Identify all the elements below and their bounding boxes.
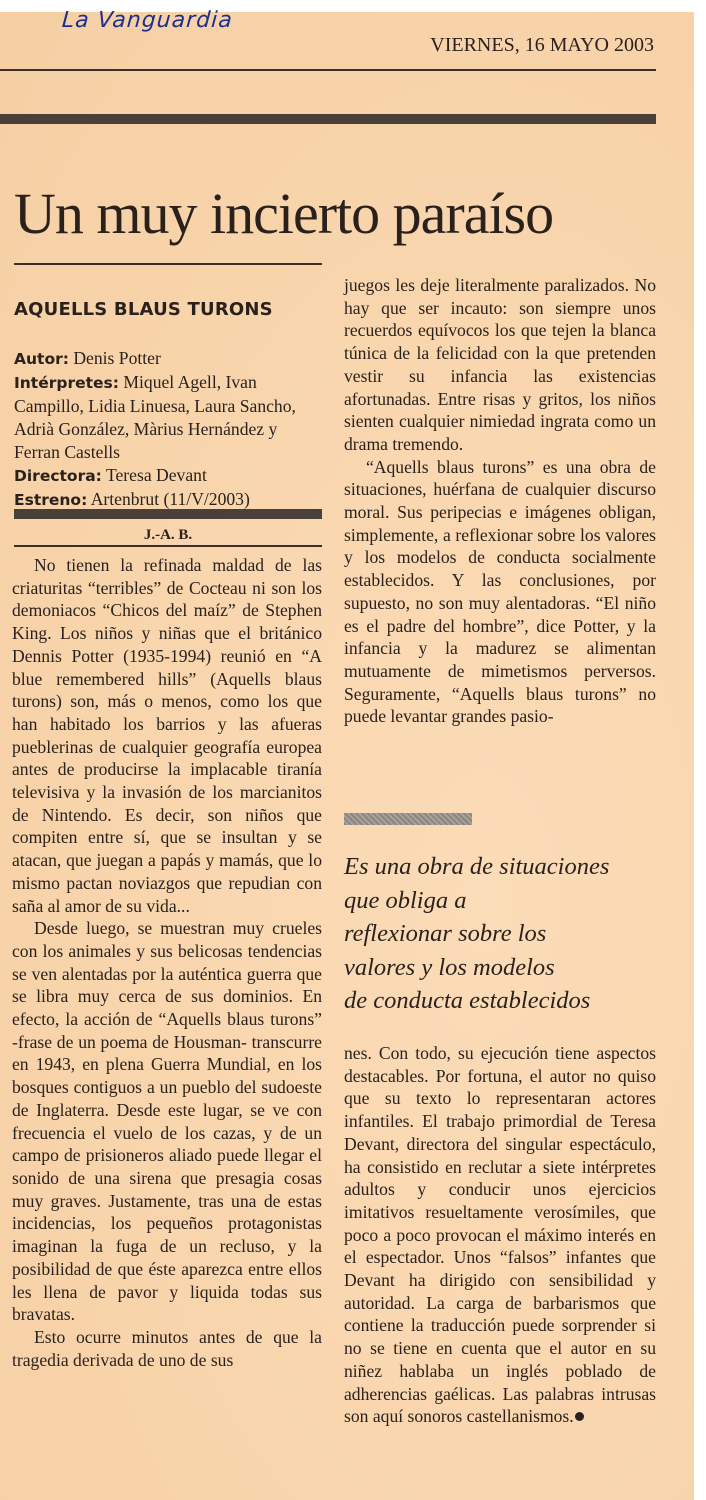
body-paragraph: Esto ocurre minutos antes de que la tragedia derivada de uno de sus xyxy=(12,1326,322,1370)
credit-value: Teresa Devant xyxy=(105,465,207,485)
body-paragraph xyxy=(344,1042,656,1428)
credit-value: Miquel Agell, Ivan Campillo, Lidia Linuesa, Laura Sancho, Adrià González, Màrius Hernández y Ferran Castells xyxy=(14,372,296,462)
credit-author xyxy=(14,347,326,371)
show-title: AQUELLS BLAUS TURONS xyxy=(14,299,273,320)
body-paragraph: Desde luego, se muestran muy crueles con los animales y sus belicosas tendencias se ven alentadas por la auténtica guerra que se libra muy cerca de sus dominios. En efecto, la acción de “Aquells blaus turons” -frase de un poema de Housman- transcurre en 1943, en plena Guerra Mundial, en los bosques contiguos a un pueblo del sudoeste de Inglaterra. Desde este lugar, se ve con frecuencia el vuelo de los cazas, y de un campo de prisioneros aliado puede llegar el sonido de una sirena que presagia cosas muy graves. Justamente, tras una de estas incidencias, los pequeños protagonistas imaginan la fuga de un recluso, y la posibilidad de que éste aparezca entre ellos les llena de pavor y liquida todas sus bravatas. xyxy=(12,918,322,1325)
pullquote-marker-bar xyxy=(344,813,472,825)
handwritten-source-note: La Vanguardia xyxy=(61,8,234,33)
pull-quote-line: valores y los modelos xyxy=(344,953,555,981)
byline-rule xyxy=(14,545,322,547)
pull-quote-line: Es una obra de situaciones xyxy=(344,853,610,880)
issue-date: VIERNES, 16 MAYO 2003 xyxy=(430,34,654,56)
header-rule xyxy=(0,69,656,71)
end-of-article-bullet-icon xyxy=(575,1412,584,1421)
credit-performers xyxy=(14,371,326,464)
closing-text: nes. Con todo, su ejecución tiene aspectos destacables. Por fortuna, el autor no quiso que su texto lo representaran actores infantiles. El trabajo primordial de Teresa Devant, directora del singular espectáculo, ha consistido en reclutar a siete intérpretes adultos y conducir unos ejercicios imitativos resueltamente verosímiles, que poco a poco provocan el máximo interés en el espectador. Unos “falsos” infantes que Devant ha dirigido con sensibilidad y autoridad. La carga de barbarismos que contiene la traducción puede sorprender si no se tiene en cuenta que el autor en su niñez hablaba un inglés poblado de adherencias gaélicas. Las palabras intrusas son aquí sonoros castellanismos. xyxy=(344,1043,656,1427)
section-bar xyxy=(0,114,656,124)
credit-label: Intérpretes: xyxy=(14,374,119,392)
pull-quote-line: que obliga a xyxy=(344,886,467,914)
body-column-left xyxy=(12,554,322,1371)
credit-label: Autor: xyxy=(14,350,69,368)
credit-director xyxy=(14,464,326,488)
headline: Un muy incierto paraíso xyxy=(14,181,554,246)
body-column-right-top xyxy=(344,274,656,728)
pull-quote-line: de conducta establecidos xyxy=(344,987,591,1014)
body-paragraph: juegos les deje literalmente paralizados. No hay que ser incauto: son siempre unos recuerdos equívocos los que tejen la blanca túnica de la felicidad con la que pretenden vestir su infancia las existencias afortunadas. Entre risas y gritos, los niños sienten cualquier nimiedad ingrata como un drama tremendo. xyxy=(344,275,656,454)
body-column-right-bottom xyxy=(344,1042,656,1428)
pull-quote-line: reflexionar sobre los xyxy=(344,920,547,947)
credit-value: Artenbrut (11/V/2003) xyxy=(90,489,250,509)
byline: J.-A. B. xyxy=(143,527,193,543)
pull-quote xyxy=(344,850,674,1018)
infobox-bottom-bar xyxy=(14,509,322,519)
body-paragraph: “Aquells blaus turons” es una obra de situaciones, huérfana de cualquier discurso moral. Sus peripecias e imágenes obligan, simplemente, a reflexionar sobre los valores y los modelos de conducta socialmente establecidos. Y las conclusiones, por supuesto, no son muy alentadoras. “El niño es el padre del hombre”, dice Potter, y la infancia y la madurez se alimentan mutuamente de mimetismos perversos. Seguramente, “Aquells blaus turons” no puede levantar grandes pasio- xyxy=(344,456,656,727)
credits-box xyxy=(14,347,326,512)
newspaper-clipping xyxy=(0,8,694,1500)
credit-label: Estreno: xyxy=(14,491,88,509)
body-paragraph: No tienen la refinada maldad de las criaturitas “terribles” de Cocteau ni son los demoniacos “Chicos del maíz” de Stephen King. Los niños y niñas que el británico Dennis Potter (1935-1994) reunió en “A blue remembered hills” (Aquells blaus turons) son, más o menos, como los que han habitado los barrios y las afueras pueblerinas de cualquier geografía europea antes de producirse la implacable tiranía televisiva y la invasión de los marcianitos de Nintendo. Es decir, son niños que compiten entre sí, que se insultan y se atacan, que juegan a papás y mamás, que lo mismo pactan noviazgos que repudian con saña al amor de su vida... xyxy=(12,555,322,916)
infobox-top-rule xyxy=(14,263,322,265)
credit-label: Directora: xyxy=(14,467,102,485)
credit-value: Denis Potter xyxy=(73,348,161,368)
